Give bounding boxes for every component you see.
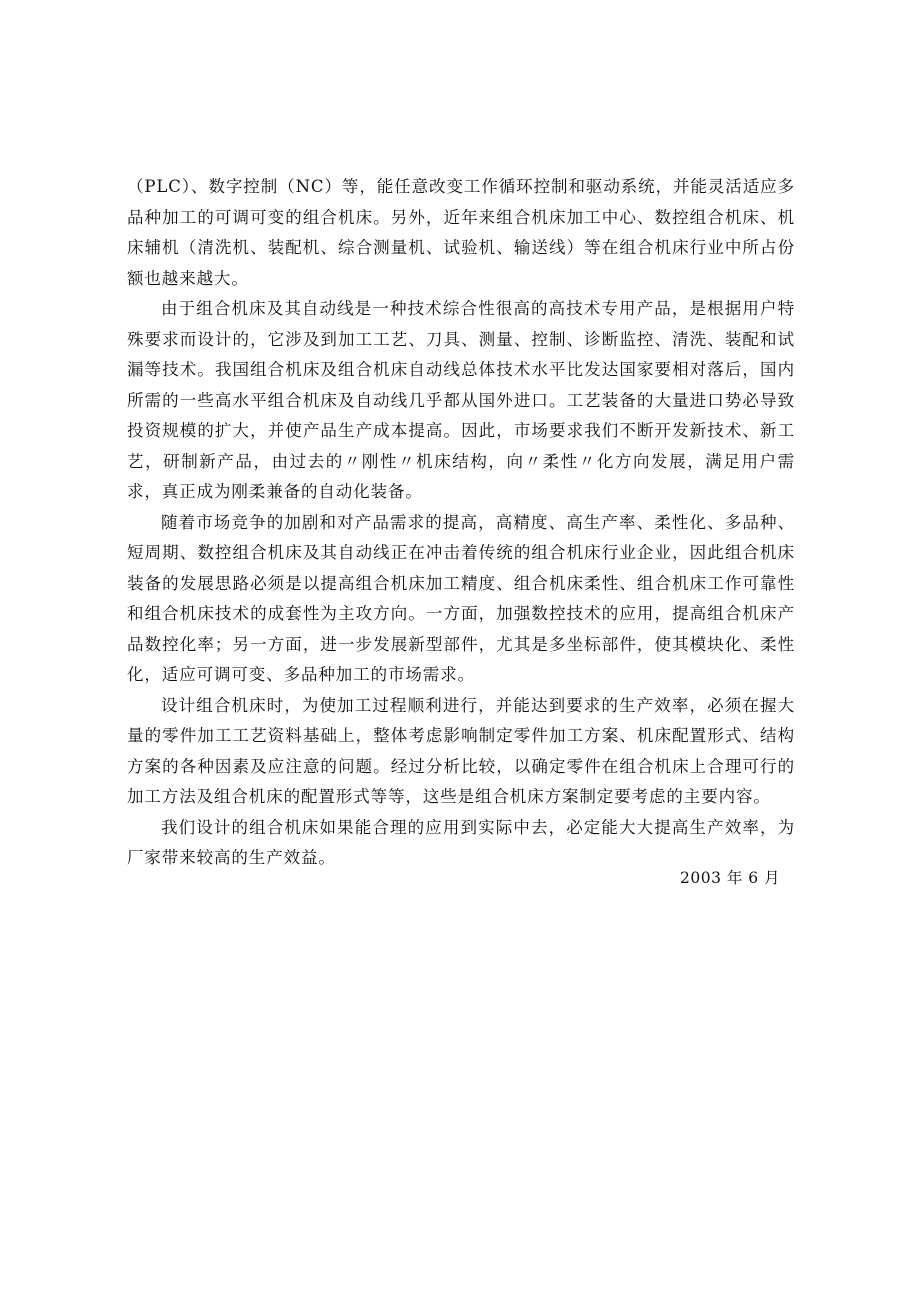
paragraph-1: （PLC）、数字控制（NC）等，能任意改变工作循环控制和驱动系统，并能灵活适应多品种加工的可调可变的组合机床。另外，近年来组合机床加工中心、数控组合机床、机床辅机（清洗机、装配机、综合测量机、试验机、输送线）等在组合机床行业中所占份额也越来越大。 bbox=[127, 177, 795, 288]
paragraph-4: 设计组合机床时，为使加工过程顺利进行，并能达到要求的生产效率，必须在握大量的零件加工工艺资料基础上，整体考虑影响制定零件加工方案、机床配置形式、结构方案的各种因素及应注意的问题。经过分析比较，以确定零件在组合机床上合理可行的加工方法及组合机床的配置形式等等，这些是组合机床方案制定要考虑的主要内容。 bbox=[127, 695, 795, 806]
paragraph-3: 随着市场竞争的加剧和对产品需求的提高，高精度、高生产率、柔性化、多品种、短周期、数控组合机床及其自动线正在冲击着传统的组合机床行业企业，因此组合机床装备的发展思路必须是以提高组合机床加工精度、组合机床柔性、组合机床工作可靠性和组合机床技术的成套性为主攻方向。一方面，加强数控技术的应用，提高组合机床产品数控化率；另一方面，进一步发展新型部件，尤其是多坐标部件，使其模块化、柔性化，适应可调可变、多品种加工的市场需求。 bbox=[127, 512, 795, 684]
paragraph-2: 由于组合机床及其自动线是一种技术综合性很高的高技术专用产品，是根据用户特殊要求而设计的，它涉及到加工工艺、刀具、测量、控制、诊断监控、清洗、装配和试漏等技术。我国组合机床及组合机床自动线总体技术水平比发达国家要相对落后，国内所需的一些高水平组合机床及自动线几乎都从国外进口。工艺装备的大量进口势必导致投资规模的扩大，并使产品生产成本提高。因此，市场要求我们不断开发新技术、新工艺，研制新产品，由过去的〃刚性〃机床结构，向〃柔性〃化方向发展，满足用户需求，真正成为刚柔兼备的自动化装备。 bbox=[127, 299, 795, 501]
document-date: 2003 年 6 月 bbox=[680, 869, 781, 887]
document-body bbox=[127, 172, 795, 874]
paragraph-5: 我们设计的组合机床如果能合理的应用到实际中去，必定能大大提高生产效率，为厂家带来较高的生产效益。 bbox=[127, 817, 795, 867]
